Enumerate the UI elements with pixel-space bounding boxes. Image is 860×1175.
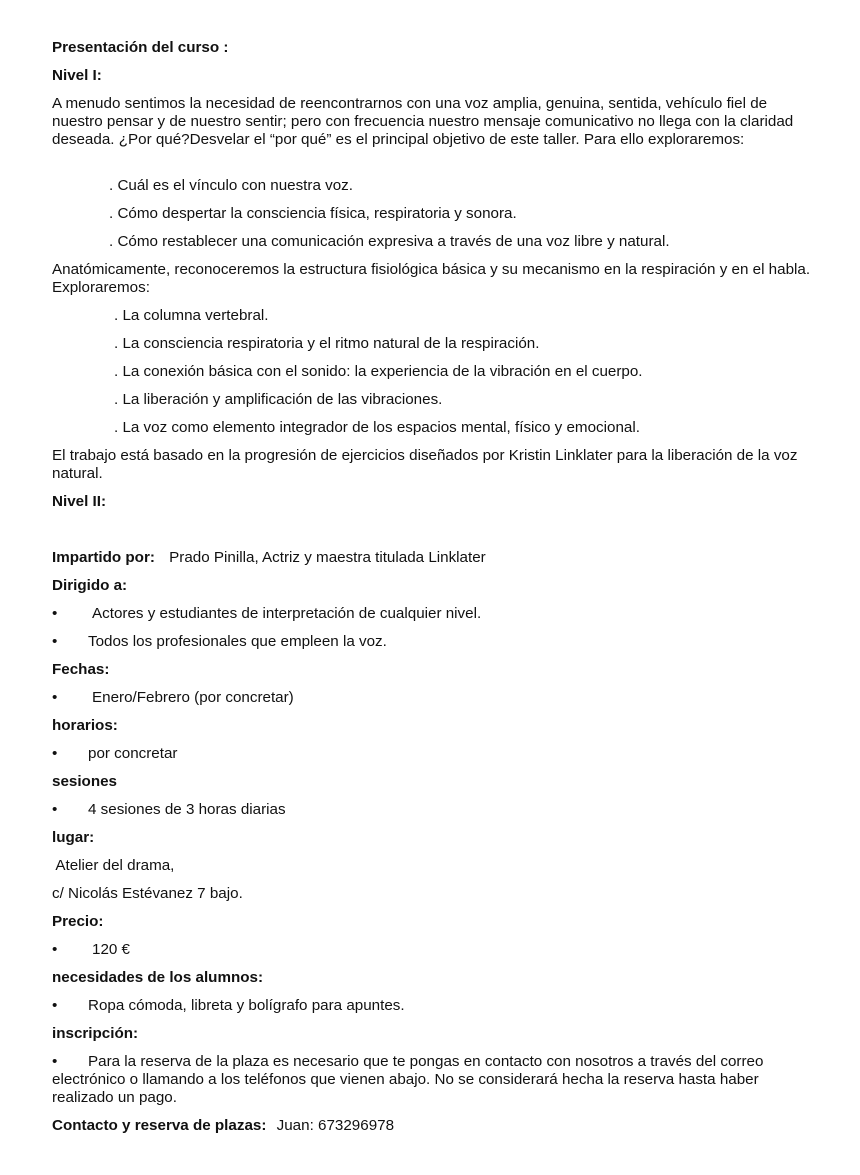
nivel-1-heading: Nivel I: (52, 67, 102, 84)
course-title: Presentación del curso : (52, 39, 229, 56)
method-paragraph: El trabajo está basado en la progresión de ejercicios diseñados por Kristin Linklater para la liberación de la voz natural. (52, 447, 798, 482)
list-item: . Cómo despertar la consciencia física, respiratoria y sonora. (109, 205, 517, 222)
list-item: . La consciencia respiratoria y el ritmo natural de la respiración. (114, 335, 540, 352)
list-item-text: Ropa cómoda, libreta y bolígrafo para apuntes. (88, 997, 405, 1014)
impartido-value: Prado Pinilla, Actriz y maestra titulada Linklater (169, 549, 486, 566)
necesidades-label: necesidades de los alumnos: (52, 969, 264, 986)
lugar-line-1: Atelier del drama, (52, 857, 175, 874)
precio-label: Precio: (52, 913, 104, 930)
list-item-text: 4 sesiones de 3 horas diarias (88, 801, 286, 818)
fechas-label: Fechas: (52, 661, 110, 678)
bullet-icon: • (52, 633, 58, 650)
sesiones-label: sesiones (52, 773, 118, 790)
horarios-label: horarios: (52, 717, 118, 734)
bullet-icon: • (52, 689, 58, 706)
list-item-text: por concretar (88, 745, 178, 762)
bullet-icon: • (52, 1053, 58, 1070)
list-item-text: Para la reserva de la plaza es necesario que te pongas en contacto con nosotros a través del correo electrónico o llamando a los teléfonos que vienen abajo. No se considerará hecha la reserva hasta haber realizado un pago. (52, 1053, 764, 1106)
bullet-icon: • (52, 801, 58, 818)
list-item: . Cómo restablecer una comunicación expresiva a través de una voz libre y natural. (109, 233, 670, 250)
list-item-text: Actores y estudiantes de interpretación de cualquier nivel. (92, 605, 482, 622)
bullet-icon: • (52, 745, 58, 762)
contacto-row (52, 1117, 394, 1135)
bullet-icon: • (52, 941, 58, 958)
list-item-text: Enero/Febrero (por concretar) (92, 689, 294, 706)
list-item: . La liberación y amplificación de las vibraciones. (114, 391, 443, 408)
lugar-label: lugar: (52, 829, 95, 846)
list-item: . Cuál es el vínculo con nuestra voz. (109, 177, 353, 194)
dirigido-label: Dirigido a: (52, 577, 128, 594)
list-item: . La conexión básica con el sonido: la experiencia de la vibración en el cuerpo. (114, 363, 643, 380)
inscripcion-item (52, 1053, 812, 1107)
bullet-icon: • (52, 605, 58, 622)
impartido-row (52, 549, 486, 567)
bullet-icon: • (52, 997, 58, 1014)
nivel-2-heading: Nivel II: (52, 493, 107, 510)
contacto-phone: Juan: 673296978 (276, 1117, 395, 1134)
inscripcion-label: inscripción: (52, 1025, 139, 1042)
list-item-text: 120 € (92, 941, 131, 958)
impartido-label: Impartido por: (52, 549, 155, 566)
contacto-label: Contacto y reserva de plazas: (52, 1117, 267, 1134)
list-item: . La voz como elemento integrador de los espacios mental, físico y emocional. (114, 419, 640, 436)
intro-paragraph: A menudo sentimos la necesidad de reencontrarnos con una voz amplia, genuina, sentida, vehículo fiel de nuestro pensar y de nuestro sentir; pero con frecuencia nuestro mensaje comunicativo no llega con la claridad deseada. ¿Por qué?Desvelar el “por qué” es el principal objetivo de este taller. Para ello exploraremos: (52, 95, 794, 148)
anatomy-paragraph: Anatómicamente, reconoceremos la estructura fisiológica básica y su mecanismo en la respiración y en el habla. Exploraremos: (52, 261, 811, 296)
lugar-line-2: c/ Nicolás Estévanez 7 bajo. (52, 885, 243, 902)
list-item-text: Todos los profesionales que empleen la voz. (88, 633, 387, 650)
list-item: . La columna vertebral. (114, 307, 269, 324)
